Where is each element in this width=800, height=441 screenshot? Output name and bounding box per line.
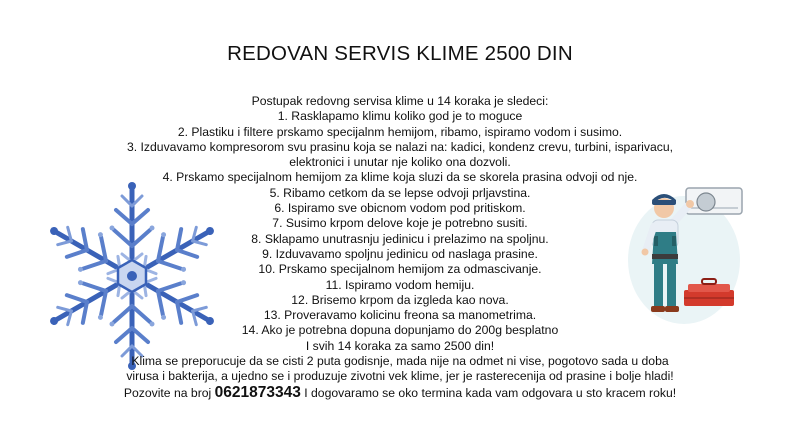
step-item: 12. Brisemo krpom da izgleda kao nova. [291,292,509,307]
step-item: 6. Ispiramo sve obicnom vodom pod pritiskom. [274,201,526,216]
step-item: 11. Ispiramo vodom hemiju. [325,277,475,292]
step-item: 8. Sklapamo unutrasnju jedinicu i prelazimo na spoljnu. [251,231,549,246]
step-item: 7. Susimo krpom delove koje je potrebno susiti. [272,216,528,231]
step-item: 2. Plastiku i filtere prskamo specijalnm hemijom, ribamo, ispiramo vodom i susimo. [177,124,623,139]
call-suffix: I dogovaramo se oko termina kada vam odgovara u sto kracem roku! [304,385,677,400]
step-item: 14. Ako je potrebna dopuna dopunjamo do 200g besplatno [241,323,559,338]
page-title: REDOVAN SERVIS KLIME 2500 DIN [227,42,573,65]
intro-line: Postupak redovng servisa klime u 14 koraka je sledeci: [251,94,549,108]
phone-number[interactable]: 0621873343 [214,383,301,401]
call-to-action [120,385,680,401]
service-description [120,94,680,401]
step-item: 1. Rasklapamo klimu koliko god je to moguce [277,109,523,124]
step-item: 10. Prskamo specijalnom hemijom za odmascivanje. [258,262,542,277]
step-item: 5. Ribamo cetkom da se lepse odvoji prljavstina. [269,185,531,200]
step-item: 4. Prskamo specijalnom hemijom za klime koja sluzi da se skorela prasina odvoji od nje. [162,170,638,185]
call-prefix: Pozovite na broj [123,385,212,400]
maintenance-advice: Klima se preporucuje da se cisti 2 puta godisnje, mada nije na odmet ni vise, pogotovo sada u doba virusa i bakterija, a ujedno se i produzuje zivotni vek klime, jer je rasterecenija od prasine i bolje hladi! [126,354,674,384]
price-summary: I svih 14 koraka za samo 2500 din! [305,338,495,353]
step-item: 13. Proveravamo kolicinu freona sa manometrima. [263,308,537,323]
step-item: 9. Izduvavamo spoljnu jedinicu od naslaga prasine. [262,246,538,261]
step-item: 3. Izduvavamo kompresorom svu prasinu koja se nalazi na: kadici, kondenz crevu, turbini, isparivacu, elektronici i unutar nje koliko ona dozvoli. [127,139,673,170]
